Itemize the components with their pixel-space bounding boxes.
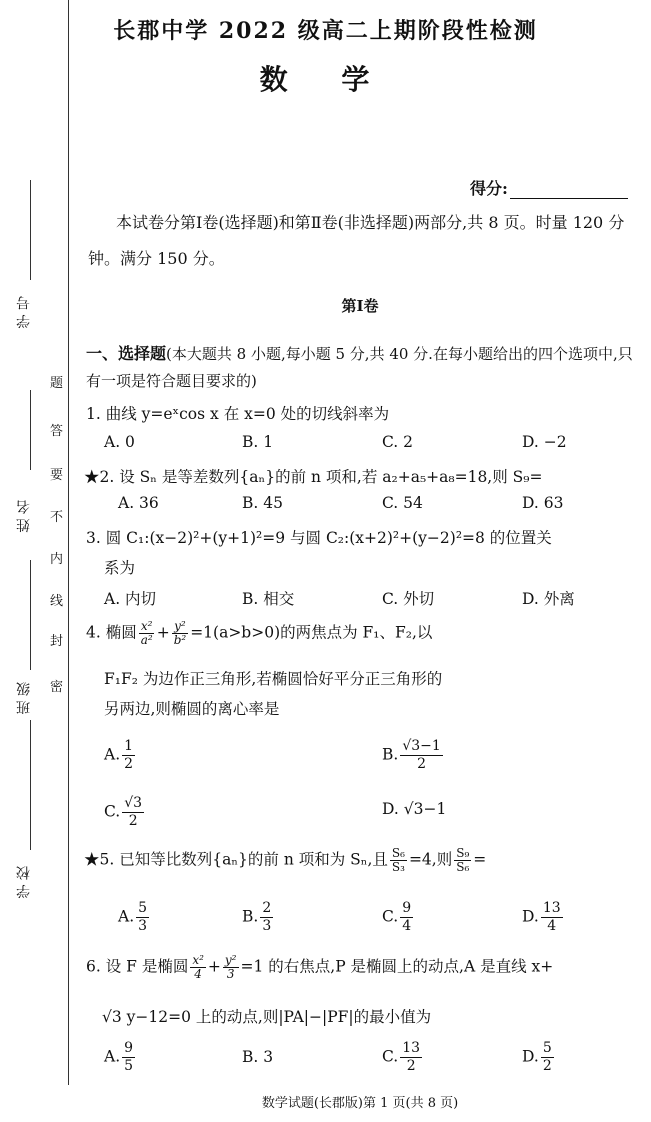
q4-frac-x-num: x² [140, 619, 153, 633]
section-title: 一、选择题 [86, 344, 167, 363]
q1-option-b: B. 1 [242, 433, 274, 451]
q5-option-d [522, 900, 565, 935]
q4-option-a [104, 738, 137, 773]
q5-option-b [242, 900, 275, 935]
q3-option-b: B. 相交 [242, 590, 295, 608]
q5-option-a [118, 900, 151, 935]
q4-c-den: 2 [128, 813, 138, 829]
q6-c-den: 2 [406, 1058, 416, 1074]
q6-c-frac [400, 1040, 422, 1075]
q6-frac-y-num: y² [224, 953, 237, 967]
seal-char: 题 [50, 376, 64, 391]
q1-option-a: A. 0 [104, 433, 135, 451]
page-footer: 数学试题(长郡版)第 1 页(共 8 页) [261, 1096, 459, 1111]
seal-char: 答 [50, 424, 64, 439]
q4-line2: F₁F₂ 为边作正三角形,若椭圆恰好平分正三角形的 [104, 670, 443, 688]
seal-char: 不 [50, 510, 64, 525]
seal-char: 密 [50, 680, 64, 695]
q4-b-num: √3−1 [402, 738, 441, 754]
school-label: 学 校 [16, 866, 32, 899]
q3-option-d: D. 外离 [522, 590, 575, 608]
q6-stem: 6. 设 F 是椭圆 $\frac{\text{x²}}{4}$ + $\frac{\text{y²}}{3}$ =1 的右焦点,P 是椭圆上的动点,A 是直线 x+ [86, 953, 554, 981]
seal-char: 内 [50, 552, 64, 567]
q5-frac2-den: S₆ [456, 860, 470, 874]
q4-stem: 4. 椭圆 $\frac{\text{x²}}{\text{a²}}$ + $\frac{\text{y²}}{\text{b²}}$ =1(a>b>0)的两焦点为 F₁、F₂,以 [86, 619, 433, 647]
q4-b-label: B. [382, 745, 399, 764]
q4-frac-x [139, 620, 155, 647]
q4-a-label: A. [104, 745, 121, 764]
q6-frac-x-num: x² [192, 953, 204, 967]
q6-a-frac [122, 1040, 135, 1075]
name-label: 姓 名 [16, 500, 32, 533]
q4-b-den: 2 [417, 756, 427, 772]
q3-option-c: C. 外切 [382, 590, 435, 608]
school-line [30, 720, 31, 850]
q5-frac1-den: S₃ [391, 860, 405, 874]
q4-c-label: C. [104, 802, 121, 821]
q4-c-num: √3 [124, 795, 143, 811]
student-id-line [30, 180, 31, 280]
q5-a-frac [136, 900, 149, 935]
q5-c-label: C. [382, 907, 399, 926]
q4-a-frac [122, 738, 135, 773]
q5-a-num: 5 [138, 900, 148, 916]
q5-b-num: 2 [262, 900, 272, 916]
q2-stem: ★2. 设 Sₙ 是等差数列{aₙ}的前 n 项和,若 a₂+a₅+a₈=18,则 S₉= [84, 468, 543, 486]
q6-a-den: 5 [124, 1058, 134, 1074]
q6-prefix: 6. 设 F 是椭圆 [86, 957, 189, 976]
q4-frac-y-num: y² [174, 619, 186, 633]
seal-char: 封 [50, 634, 64, 649]
q5-frac2 [454, 847, 471, 874]
q5-d-den: 4 [547, 918, 557, 934]
q6-frac-y [223, 954, 239, 981]
binding-line-right [68, 0, 69, 1085]
q6-line2: √3 y−12=0 上的动点,则|PA|−|PF|的最小值为 [102, 1008, 432, 1026]
q6-frac-x-den: 4 [194, 967, 202, 981]
seal-char: 线 [50, 594, 64, 609]
q6-a-label: A. [104, 1047, 121, 1066]
score-field [470, 176, 628, 199]
exam-title: 长郡中学 2022 级高二上期阶段性检测 [113, 18, 538, 44]
q5-frac1-num: S₆ [391, 846, 405, 860]
q5-d-label: D. [522, 907, 539, 926]
q2-option-b: B. 45 [242, 494, 283, 512]
q5-stem [84, 847, 486, 874]
intro-text: 本试卷分第Ⅰ卷(选择题)和第Ⅱ卷(非选择题)两部分,共 8 页。时量 120 分钟。满分 150 分。 [88, 213, 625, 268]
q4-prefix: 4. 椭圆 [86, 623, 137, 642]
q5-d-frac [541, 900, 563, 935]
q2-option-a: A. 36 [118, 494, 159, 512]
score-label: 得分: [470, 179, 508, 198]
q3-stem-cont: 系为 [104, 559, 136, 577]
q5-frac2-num: S₉ [456, 846, 470, 860]
q1-stem: 1. 曲线 y=eˣcos x 在 x=0 处的切线斜率为 [86, 405, 390, 423]
q6-c-num: 13 [402, 1040, 421, 1056]
q5-b-frac [260, 900, 273, 935]
q5-d-num: 13 [542, 900, 561, 916]
q5-mid: =4,则 [408, 850, 453, 869]
q4-option-c [104, 795, 146, 830]
class-line [30, 560, 31, 670]
q6-rest: =1 的右焦点,P 是椭圆上的动点,A 是直线 x+ [240, 957, 554, 976]
section-heading [86, 340, 638, 395]
score-blank [510, 184, 628, 199]
q6-c-label: C. [382, 1047, 399, 1066]
q4-frac-y-den: b² [173, 633, 187, 647]
q4-frac-y [172, 620, 189, 647]
q4-line3: 另两边,则椭圆的离心率是 [104, 700, 280, 718]
q6-d-frac [541, 1040, 554, 1075]
q5-c-den: 4 [402, 918, 412, 934]
q1-option-c: C. 2 [382, 433, 414, 451]
q5-frac1 [390, 847, 407, 874]
q3-stem: 3. 圆 C₁:(x−2)²+(y+1)²=9 与圆 C₂:(x+2)²+(y−2)²=8 的位置关 [86, 529, 552, 547]
q6-frac-x [190, 954, 206, 981]
q5-tail: = [473, 850, 487, 869]
section-note: (本大题共 8 小题,每小题 5 分,共 40 分.在每小题给出的四个选项中,只有一项是符合题目要求的) [86, 345, 633, 390]
q1-option-d: D. −2 [522, 433, 567, 451]
q4-c-frac [122, 795, 144, 830]
subject-title: 数 学 [259, 63, 392, 96]
q6-d-num: 5 [542, 1040, 552, 1056]
q5-c-num: 9 [402, 900, 412, 916]
q5-prefix: ★5. 已知等比数列{aₙ}的前 n 项和为 Sₙ,且 [84, 850, 388, 869]
seal-char: 要 [50, 468, 64, 483]
q6-a-num: 9 [124, 1040, 134, 1056]
q4-a-den: 2 [124, 756, 134, 772]
q6-option-b: B. 3 [242, 1048, 274, 1066]
q6-option-c [382, 1040, 424, 1075]
q2-option-d: D. 63 [522, 494, 564, 512]
q4-option-d: D. √3−1 [382, 800, 447, 818]
student-id-label: 学 号 [16, 296, 32, 329]
q3-option-a: A. 内切 [104, 590, 157, 608]
name-line [30, 390, 31, 470]
q4-b-frac [400, 738, 442, 773]
q5-option-c [382, 900, 415, 935]
q6-option-d [522, 1040, 556, 1075]
q4-frac-x-den: a² [140, 633, 153, 647]
q6-d-den: 2 [542, 1058, 552, 1074]
q5-b-den: 3 [262, 918, 272, 934]
q4-option-b [382, 738, 445, 773]
q2-option-c: C. 54 [382, 494, 423, 512]
q5-a-den: 3 [138, 918, 148, 934]
q5-c-frac [400, 900, 413, 935]
class-label: 班 级 [16, 682, 32, 715]
volume-title: 第Ⅰ卷 [341, 297, 379, 315]
q6-option-a [104, 1040, 137, 1075]
q5-b-label: B. [242, 907, 259, 926]
q6-d-label: D. [522, 1047, 539, 1066]
q6-frac-y-den: 3 [226, 967, 235, 981]
q4-a-num: 1 [124, 738, 134, 754]
q4-rest: =1(a>b>0)的两焦点为 F₁、F₂,以 [190, 623, 433, 642]
q5-a-label: A. [118, 907, 135, 926]
